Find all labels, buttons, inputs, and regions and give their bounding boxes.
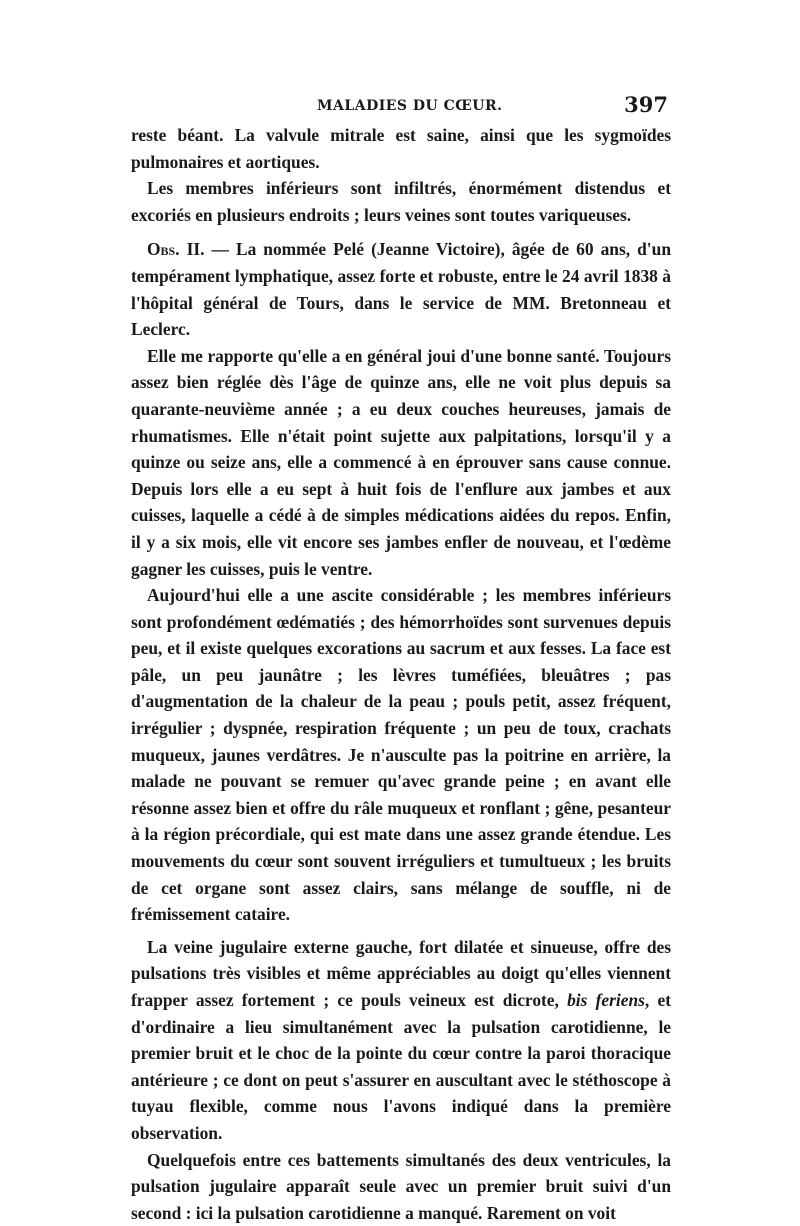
latin-term: bis feriens <box>567 990 645 1010</box>
page-header <box>131 92 671 120</box>
paragraph-7: Quelquefois entre ces battements simultanés des deux ventricules, la pulsation jugulaire apparaît seule avec un premier bruit suivi d'un second : ici la pulsation carotidienne a manqué. Rarement on voit <box>131 1149 671 1223</box>
paragraph-5: Aujourd'hui elle a une ascite considérable ; les membres inférieurs sont profondément œdématiés ; des hémorrhoïdes sont survenues depuis peu, et il existe quelques excorations au sacrum et aux fesses. La face est pâle, un peu jaunâtre ; les lèvres tuméfiées, bleuâtres ; pas d'augmentation de la chaleur de la peau ; pouls petit, assez fréquent, irrégulier ; dyspnée, respiration fréquente ; un peu de toux, crachats muqueux, jaunes verdâtres. Je n'ausculte pas la poitrine en arrière, la malade ne pouvant se remuer qu'avec grande peine ; en avant elle résonne assez bien et offre du râle muqueux et ronflant ; gêne, pesanteur à la région précordiale, qui est mate dans une assez grande étendue. Les mouvements du cœur sont souvent irréguliers et tumultueux ; les bruits de cet organe sont assez clairs, sans mélange de souffle, ni de frémissement cataire. <box>131 585 671 925</box>
paragraph-6-text-a: La veine jugulaire externe gauche, fort dilatée et sinueuse, offre des pulsations très visibles et même appréciables au doigt qu'elles viennent frapper assez fortement ; ce pouls veineux est dicrote, <box>131 936 671 1010</box>
book-page <box>131 92 671 1226</box>
paragraph-1: reste béant. La valvule mitrale est saine, ainsi que les sygmoïdes pulmonaires et aortiques. <box>131 125 671 172</box>
paragraph-6-text-b: , et d'ordinaire a lieu simultanément avec la pulsation carotidienne, le premier bruit et le choc de la pointe du cœur contre la paroi thoracique antérieure ; ce dont on peut s'assurer en auscultant avec le stéthoscope à tuyau flexible, comme nous l'avons indiqué dans la première observation. <box>131 990 671 1143</box>
running-head: MALADIES DU CŒUR. <box>317 98 503 114</box>
paragraph-obs-2 <box>131 236 671 342</box>
paragraph-4: Elle me rapporte qu'elle a en général joui d'une bonne santé. Toujours assez bien réglée dès l'âge de quinze ans, elle ne voit plus depuis sa quarante-neuvième année ; a eu deux couches heureuses, jamais de rhumatismes. Elle n'était point sujette aux palpitations, lorsqu'il y a quinze ou seize ans, elle a commencé à en éprouver sans cause connue. Depuis lors elle a eu sept à huit fois de l'enflure aux jambes et aux cuisses, laquelle a cédé à de simples médications aidées du repos. Enfin, il y a six mois, elle vit encore ses jambes enfler de nouveau, et l'œdème gagner les cuisses, puis le ventre. <box>131 345 671 579</box>
observation-text: — La nommée Pelé (Jeanne Victoire), âgée de 60 ans, d'un tempérament lymphatique, assez forte et robuste, entre le 24 avril 1838 à l'hôpital général de Tours, dans le service de MM. Bretonneau et Leclerc. <box>131 239 671 340</box>
page-number: 397 <box>624 92 668 117</box>
observation-label: Obs. II. <box>147 239 205 260</box>
paragraph-6 <box>131 934 671 1147</box>
paragraph-2: Les membres inférieurs sont infiltrés, énormément distendus et excoriés en plusieurs endroits ; leurs veines sont toutes variqueuses. <box>131 178 671 225</box>
